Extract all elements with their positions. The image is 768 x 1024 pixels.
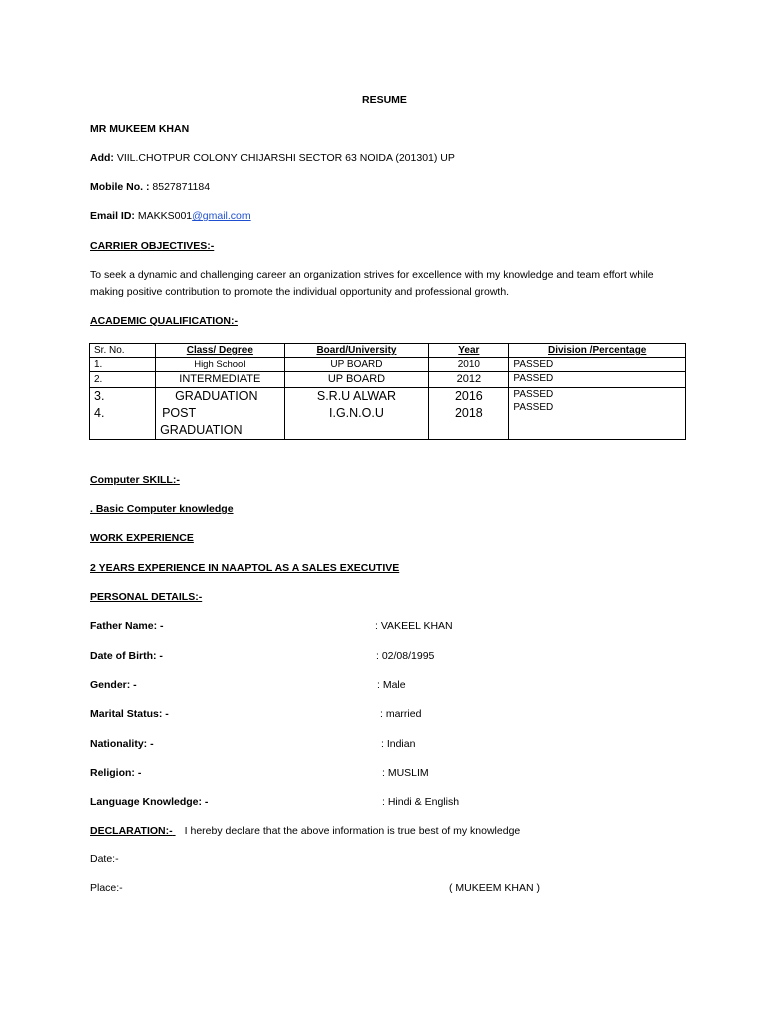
cell-sr: 1. — [90, 358, 156, 372]
cell-division: PASSED — [509, 358, 686, 372]
date-label: Date:- — [90, 853, 119, 865]
signature-name: ( MUKEEM KHAN ) — [449, 882, 541, 894]
header-board: Board/University — [284, 344, 429, 358]
cell-sr: 3. — [94, 389, 105, 403]
work-item: 2 YEARS EXPERIENCE IN NAAPTOL AS A SALES EXECUTIVE — [90, 562, 400, 574]
cell-year: 2012 — [429, 372, 509, 388]
cell-board: UP BOARD — [284, 372, 429, 388]
table-row — [90, 358, 686, 372]
declaration-gap — [173, 825, 183, 837]
declaration-text: I hereby declare that the above information is true best of my knowledge — [184, 825, 521, 837]
header-year: Year — [429, 344, 509, 358]
cell-sr-stack — [90, 388, 156, 440]
father-name-label: Father Name: - — [90, 620, 164, 632]
cell-degree: GRADUATION — [175, 389, 258, 403]
cell-board: S.R.U ALWAR — [316, 389, 397, 403]
gender-label: Gender: - — [90, 679, 137, 691]
cell-degree-line2: GRADUATION — [160, 423, 243, 437]
cell-sr: 2. — [90, 372, 156, 388]
cell-board: I.G.N.O.U — [329, 406, 384, 420]
table-row — [90, 372, 686, 388]
cell-year: 2010 — [429, 358, 509, 372]
marital-status-label: Marital Status: - — [90, 708, 169, 720]
email-link[interactable]: @gmail.com — [192, 210, 251, 222]
candidate-name: MR MUKEEM KHAN — [90, 123, 190, 135]
cell-division: PASSED — [513, 389, 554, 400]
cell-division: PASSED — [513, 402, 554, 413]
language-value: : Hindi & English — [382, 796, 460, 808]
work-heading: WORK EXPERIENCE — [90, 532, 194, 544]
header-division: Division /Percentage — [509, 344, 686, 358]
cell-degree-stack — [156, 388, 285, 440]
table-row-merged — [90, 388, 686, 440]
header-sr-no: Sr. No. — [90, 344, 156, 358]
table-header-row — [90, 344, 686, 358]
mobile-line — [90, 181, 210, 193]
cell-year-stack — [429, 388, 509, 440]
cell-division-stack — [509, 388, 686, 440]
nationality-label: Nationality: - — [90, 738, 154, 750]
dob-value: : 02/08/1995 — [376, 650, 435, 662]
cell-year: 2016 — [454, 389, 483, 403]
cell-degree: INTERMEDIATE — [156, 372, 285, 388]
cell-degree-line1: POST — [162, 406, 197, 420]
gender-value: : Male — [377, 679, 406, 691]
address-value: VIIL.CHOTPUR COLONY CHIJARSHI SECTOR 63 NOIDA (201301) UP — [113, 152, 455, 164]
place-label: Place:- — [90, 882, 123, 894]
cell-board-stack — [284, 388, 429, 440]
academic-table — [89, 343, 686, 440]
cell-degree: High School — [156, 358, 285, 372]
cell-division: PASSED — [509, 372, 686, 388]
objective-line-1: To seek a dynamic and challenging career an organization strives for excellence with my knowledge and team effort while — [90, 269, 654, 281]
email-label: Email ID: — [90, 210, 135, 222]
email-line — [90, 210, 251, 222]
declaration-label: DECLARATION:- — [90, 825, 173, 837]
personal-heading: PERSONAL DETAILS:- — [90, 591, 203, 603]
resume-title: RESUME — [362, 94, 407, 106]
mobile-label: Mobile No. : — [90, 181, 150, 193]
address-label: Add: — [90, 152, 114, 164]
father-name-value: : VAKEEL KHAN — [375, 620, 453, 632]
dob-label: Date of Birth: - — [90, 650, 163, 662]
cell-sr: 4. — [94, 406, 105, 420]
religion-value: : MUSLIM — [382, 767, 429, 779]
religion-label: Religion: - — [90, 767, 142, 779]
email-user: MAKKS001 — [134, 210, 193, 222]
address-line — [90, 152, 455, 164]
computer-skill-heading: Computer SKILL:- — [90, 474, 180, 486]
computer-skill-item: . Basic Computer knowledge — [90, 503, 234, 515]
declaration-line — [90, 825, 520, 837]
header-class-degree: Class/ Degree — [156, 344, 285, 358]
language-label: Language Knowledge: - — [90, 796, 209, 808]
marital-status-value: : married — [380, 708, 422, 720]
nationality-value: : Indian — [381, 738, 416, 750]
objective-heading: CARRIER OBJECTIVES:- — [90, 240, 215, 252]
mobile-value: 8527871184 — [149, 181, 211, 193]
cell-year: 2018 — [454, 406, 483, 420]
objective-line-2: making positive contribution to promote the individual opportunity and professional growth. — [90, 286, 510, 298]
academic-heading: ACADEMIC QUALIFICATION:- — [90, 315, 238, 327]
cell-board: UP BOARD — [284, 358, 429, 372]
